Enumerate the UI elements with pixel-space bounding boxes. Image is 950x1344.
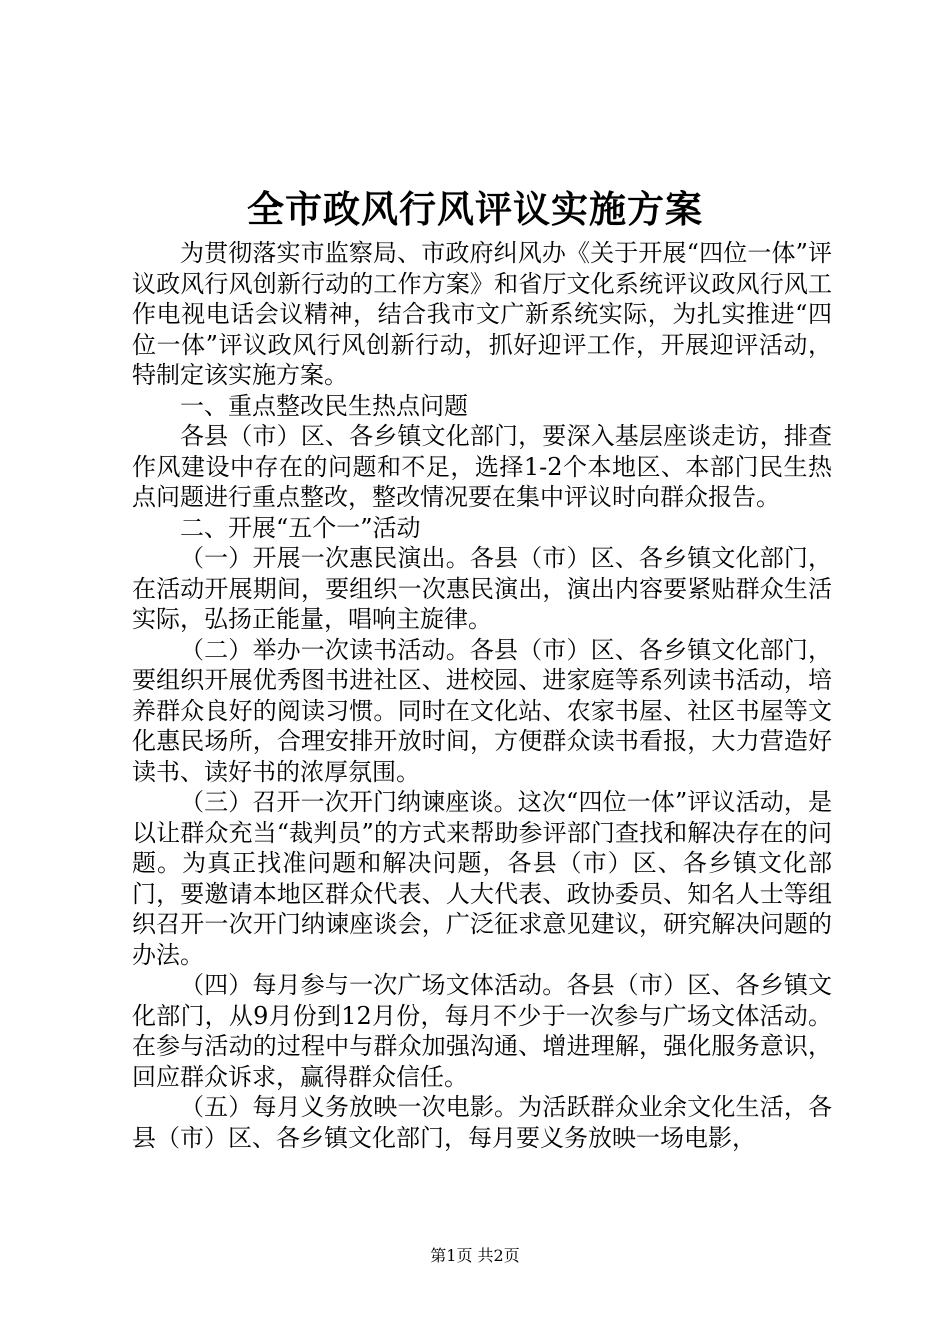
section-1-paragraph: 各县（市）区、各乡镇文化部门，要深入基层座谈走访，排查作风建设中存在的问题和不足，选择1-2个本地区、本部门民生热点问题进行重点整改，整改情况要在集中评议时向群众报告。 [132, 422, 832, 511]
document-title: 全市政风行风评议实施方案 [247, 187, 703, 231]
intro-paragraph: 为贯彻落实市监察局、市政府纠风办《关于开展“四位一体”评议政风行风创新行动的工作方案》和省厅文化系统评议政风行风工作电视电话会议精神，结合我市文广新系统实际，为扎实推进“四位一体”评议政风行风创新行动，抓好迎评工作，开展迎评活动，特制定该实施方案。 [132, 239, 832, 389]
activity-1-paragraph: （一）开展一次惠民演出。各县（市）区、各乡镇文化部门，在活动开展期间，要组织一次惠民演出，演出内容要紧贴群众生活实际，弘扬正能量，唱响主旋律。 [132, 544, 832, 633]
document-body [132, 238, 832, 1153]
activity-4-paragraph: （四）每月参与一次广场文体活动。各县（市）区、各乡镇文化部门，从9月份到12月份，每月不少于一次参与广场文体活动。在参与活动的过程中与群众加强沟通、增进理解，强化服务意识，回应群众诉求，赢得群众信任。 [132, 971, 832, 1091]
activity-3-paragraph: （三）召开一次开门纳谏座谈。这次“四位一体”评议活动，是以让群众充当“裁判员”的方式来帮助参评部门查找和解决存在的问题。为真正找准问题和解决问题，各县（市）区、各乡镇文化部门，要邀请本地区群众代表、人大代表、政协委员、知名人士等组织召开一次开门纳谏座谈会，广泛征求意见建议，研究解决问题的办法。 [132, 788, 832, 969]
activity-2-paragraph: （二）举办一次读书活动。各县（市）区、各乡镇文化部门，要组织开展优秀图书进社区、进校园、进家庭等系列读书活动，培养群众良好的阅读习惯。同时在文化站、农家书屋、社区书屋等文化惠民场所，合理安排开放时间，方便群众读书看报，大力营造好读书、读好书的浓厚氛围。 [132, 635, 832, 786]
section-heading-2: 二、开展“五个一”活动 [180, 513, 421, 542]
activity-5-paragraph: （五）每月义务放映一次电影。为活跃群众业余文化生活，各县（市）区、各乡镇文化部门，每月要义务放映一场电影， [132, 1093, 832, 1152]
page-number-footer: 第1页 共2页 [430, 1246, 520, 1265]
section-heading-1: 一、重点整改民生热点问题 [180, 391, 468, 420]
